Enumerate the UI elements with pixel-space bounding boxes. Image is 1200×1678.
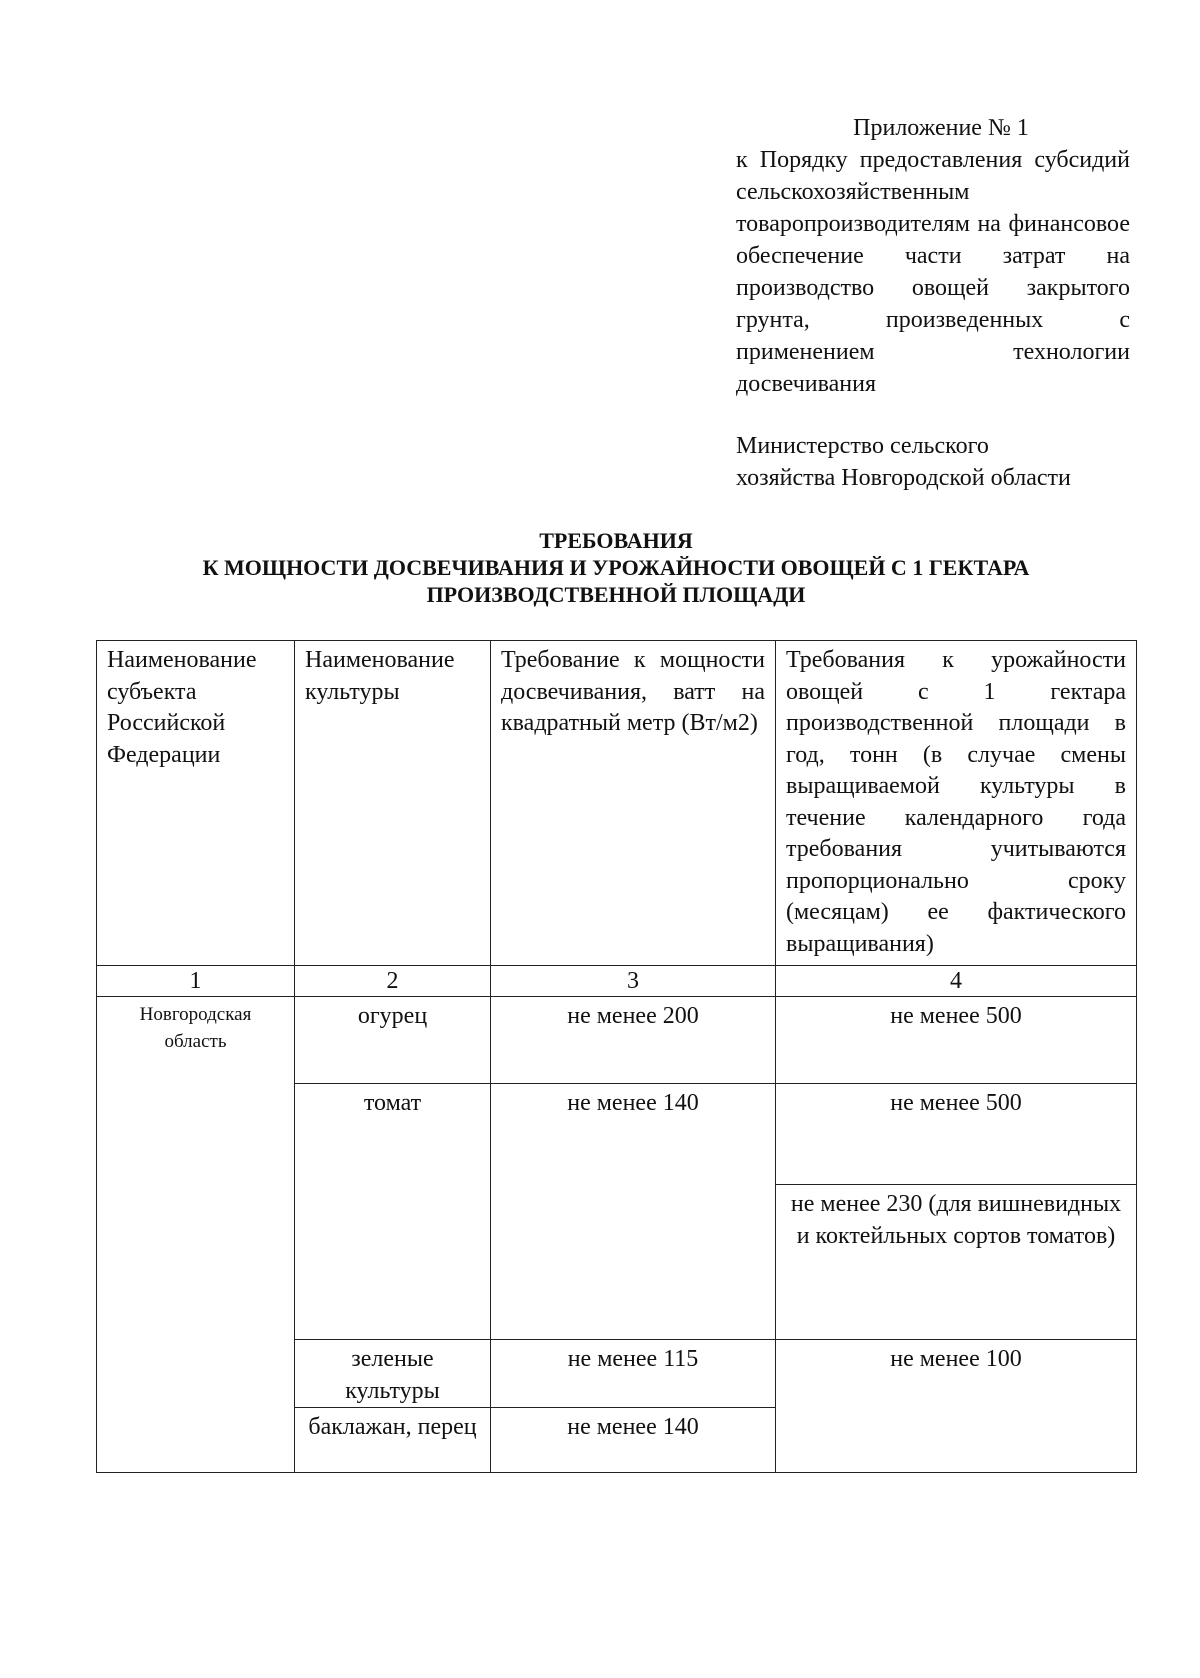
crop-eggplant-pepper: баклажан, перец [295,1408,491,1473]
yield-greens-eggplant: не менее 100 [776,1340,1137,1473]
header-region: Наименование субъекта Российской Федерации [97,641,295,966]
header-crop: Наименование культуры [295,641,491,966]
column-number-2: 2 [295,966,491,997]
power-tomato: не менее 140 [491,1084,776,1340]
column-number-3: 3 [491,966,776,997]
table-header-row [97,641,1137,966]
ministry-line-1: Министерство сельского [736,433,989,459]
table-row-cucumber [97,997,1137,1084]
power-greens: не менее 115 [491,1340,776,1408]
region-cell: Новгородская область [97,997,295,1473]
title-line-2: К МОЩНОСТИ ДОСВЕЧИВАНИЯ И УРОЖАЙНОСТИ ОВОЩЕЙ С 1 ГЕКТАРА [202,555,1030,580]
yield-tomato-cherry: не менее 230 (для вишневидных и коктейльных сортов томатов) [776,1185,1137,1340]
yield-cucumber: не менее 500 [776,997,1137,1084]
document-title [96,527,1136,608]
appendix-title: Приложение № 1 [853,115,1029,141]
column-number-4: 4 [776,966,1137,997]
header-yield: Требования к урожайности овощей с 1 гектара производственной площади в год, тонн (в случае смены выращиваемой культуры в течение календарного года требования учитываются пропорционально сроку (месяцам) ее фактического выращивания) [776,641,1137,966]
appendix-description: к Порядку предоставления субсидий сельскохозяйственным товаропроизводителям на финансовое обеспечение части затрат на производство овощей закрытого грунта, произведенных с применением технологии досвечивания [736,147,1130,397]
power-cucumber: не менее 200 [491,997,776,1084]
appendix-header [736,112,1130,494]
column-number-1: 1 [97,966,295,997]
header-lighting-power: Требование к мощности досвечивания, ватт на квадратный метр (Вт/м2) [491,641,776,966]
title-line-1: ТРЕБОВАНИЯ [539,528,693,553]
title-line-3: ПРОИЗВОДСТВЕННОЙ ПЛОЩАДИ [426,582,806,607]
requirements-table [96,640,1137,1473]
ministry-name [736,430,1130,494]
column-numbers-row [97,966,1137,997]
yield-tomato: не менее 500 [776,1084,1137,1185]
power-eggplant-pepper: не менее 140 [491,1408,776,1473]
ministry-line-2: хозяйства Новгородской области [736,465,1071,491]
crop-cucumber: огурец [295,997,491,1084]
crop-greens: зеленые культуры [295,1340,491,1408]
crop-tomato: томат [295,1084,491,1340]
